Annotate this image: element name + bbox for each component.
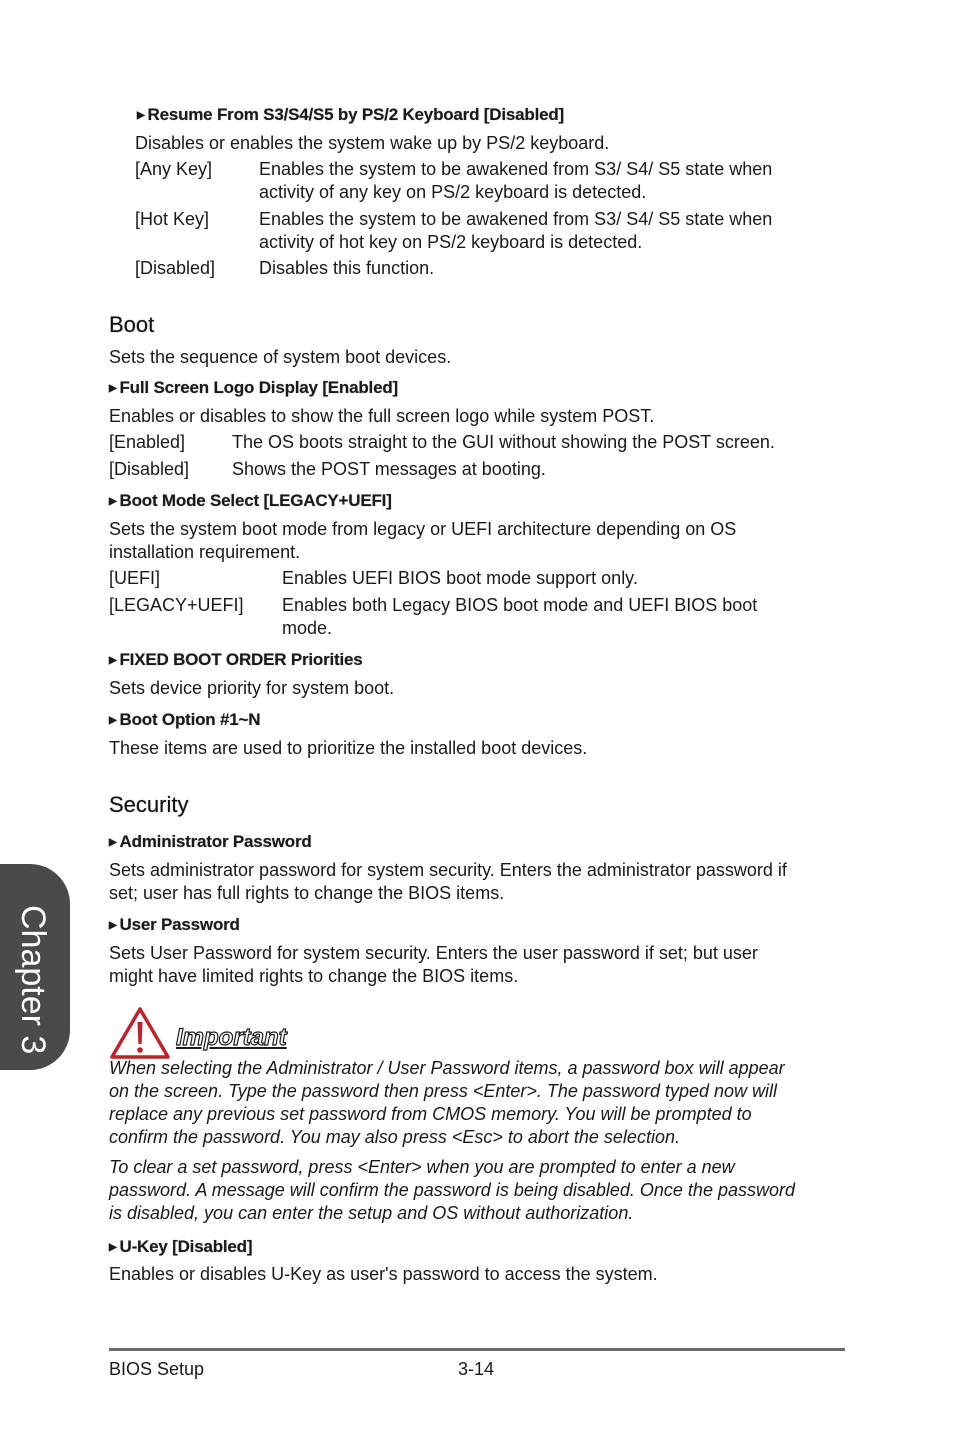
- boot-section-title: Boot: [109, 312, 155, 337]
- option-value: Shows the POST messages at booting.: [232, 459, 546, 479]
- option-value: activity of any key on PS/2 keyboard is detected.: [259, 182, 647, 202]
- important-para1-line4: confirm the password. You may also press <Esc> to abort the selection.: [109, 1127, 680, 1147]
- important-para1-line3: replace any previous set password from CMOS memory. You will be prompted to: [109, 1104, 752, 1124]
- triangle-right-icon: ▶: [109, 715, 117, 726]
- option-value: Enables both Legacy BIOS boot mode and UEFI BIOS boot: [282, 595, 758, 615]
- option-value: Disables this function.: [259, 258, 435, 278]
- ukey-desc: Enables or disables U-Key as user's password to access the system.: [109, 1264, 658, 1284]
- user-password-desc-line1: Sets User Password for system security. Enters the user password if set; but user: [109, 943, 758, 963]
- warning-triangle-icon: [109, 1006, 171, 1060]
- fixed-order-item-heading: [109, 650, 363, 670]
- boot-desc: Sets the sequence of system boot devices.: [109, 347, 452, 367]
- fixed-order-desc: Sets device priority for system boot.: [109, 678, 395, 698]
- resume-options: [135, 158, 855, 278]
- option-key: [Any Key]: [135, 159, 213, 179]
- bootmode-item-title: Boot Mode Select [LEGACY+UEFI]: [119, 491, 392, 510]
- logo-item-title: Full Screen Logo Display [Enabled]: [119, 378, 398, 397]
- option-key: [Enabled]: [109, 432, 186, 452]
- resume-item-heading: [137, 105, 564, 125]
- chapter-tab-label: Chapter 3: [14, 905, 52, 1055]
- admin-password-item-heading: [109, 832, 312, 852]
- ukey-item-heading: [109, 1237, 252, 1257]
- triangle-right-icon: ▶: [137, 110, 145, 121]
- option-key: [Disabled]: [135, 258, 216, 278]
- important-label: Important: [176, 1024, 287, 1051]
- option-value: Enables the system to be awakened from S3/ S4/ S5 state when: [259, 159, 773, 179]
- triangle-right-icon: ▶: [109, 496, 117, 507]
- boot-option-item-heading: [109, 710, 260, 730]
- option-key: [UEFI]: [109, 568, 161, 588]
- user-password-item-heading: [109, 915, 240, 935]
- fixed-order-item-title: FIXED BOOT ORDER Priorities: [119, 650, 363, 669]
- triangle-right-icon: ▶: [109, 920, 117, 931]
- option-value: The OS boots straight to the GUI without showing the POST screen.: [232, 432, 775, 452]
- admin-password-item-title: Administrator Password: [119, 832, 312, 851]
- important-para2-line2: password. A message will confirm the password is being disabled. Once the password: [109, 1180, 795, 1200]
- footer-section-name: BIOS Setup: [109, 1359, 205, 1379]
- option-value: Enables UEFI BIOS boot mode support only.: [282, 568, 638, 588]
- important-para2-line1: To clear a set password, press <Enter> when you are prompted to enter a new: [109, 1157, 735, 1177]
- admin-password-desc-line2: set; user has full rights to change the BIOS items.: [109, 883, 505, 903]
- security-section-title: Security: [109, 792, 189, 817]
- option-key: [Hot Key]: [135, 209, 210, 229]
- user-password-item-title: User Password: [119, 915, 240, 934]
- triangle-right-icon: ▶: [109, 1242, 117, 1253]
- user-password-desc-line2: might have limited rights to change the BIOS items.: [109, 966, 519, 986]
- important-para1-line2: on the screen. Type the password then press <Enter>. The password typed now will: [109, 1081, 778, 1101]
- option-value: Enables the system to be awakened from S3/ S4/ S5 state when: [259, 209, 773, 229]
- important-para2-line3: is disabled, you can enter the setup and OS without authorization.: [109, 1203, 634, 1223]
- resume-desc: Disables or enables the system wake up by PS/2 keyboard.: [135, 133, 610, 153]
- option-key: [Disabled]: [109, 459, 190, 479]
- triangle-right-icon: ▶: [109, 837, 117, 848]
- logo-desc: Enables or disables to show the full screen logo while system POST.: [109, 406, 655, 426]
- option-key: [LEGACY+UEFI]: [109, 595, 244, 615]
- bootmode-item-heading: [109, 491, 392, 511]
- bootmode-desc-line2: installation requirement.: [109, 542, 301, 562]
- footer-page-number: 3-14: [458, 1359, 495, 1379]
- bootmode-desc-line1: Sets the system boot mode from legacy or UEFI architecture depending on OS: [109, 519, 737, 539]
- boot-option-desc: These items are used to prioritize the installed boot devices.: [109, 738, 588, 758]
- ukey-item-title: U-Key [Disabled]: [119, 1237, 253, 1256]
- triangle-right-icon: ▶: [109, 655, 117, 666]
- boot-option-item-title: Boot Option #1~N: [119, 710, 261, 729]
- bootmode-options: [109, 567, 849, 642]
- admin-password-desc-line1: Sets administrator password for system security. Enters the administrator password if: [109, 860, 787, 880]
- triangle-right-icon: ▶: [109, 383, 117, 394]
- logo-item-heading: [109, 378, 398, 398]
- resume-item-title: Resume From S3/S4/S5 by PS/2 Keyboard [Disabled]: [147, 105, 564, 124]
- important-para1-line1: When selecting the Administrator / User Password items, a password box will appear: [109, 1058, 785, 1078]
- option-value: mode.: [282, 618, 333, 638]
- option-value: activity of hot key on PS/2 keyboard is detected.: [259, 232, 643, 252]
- footer-divider: [109, 1348, 845, 1351]
- logo-options: [109, 431, 849, 481]
